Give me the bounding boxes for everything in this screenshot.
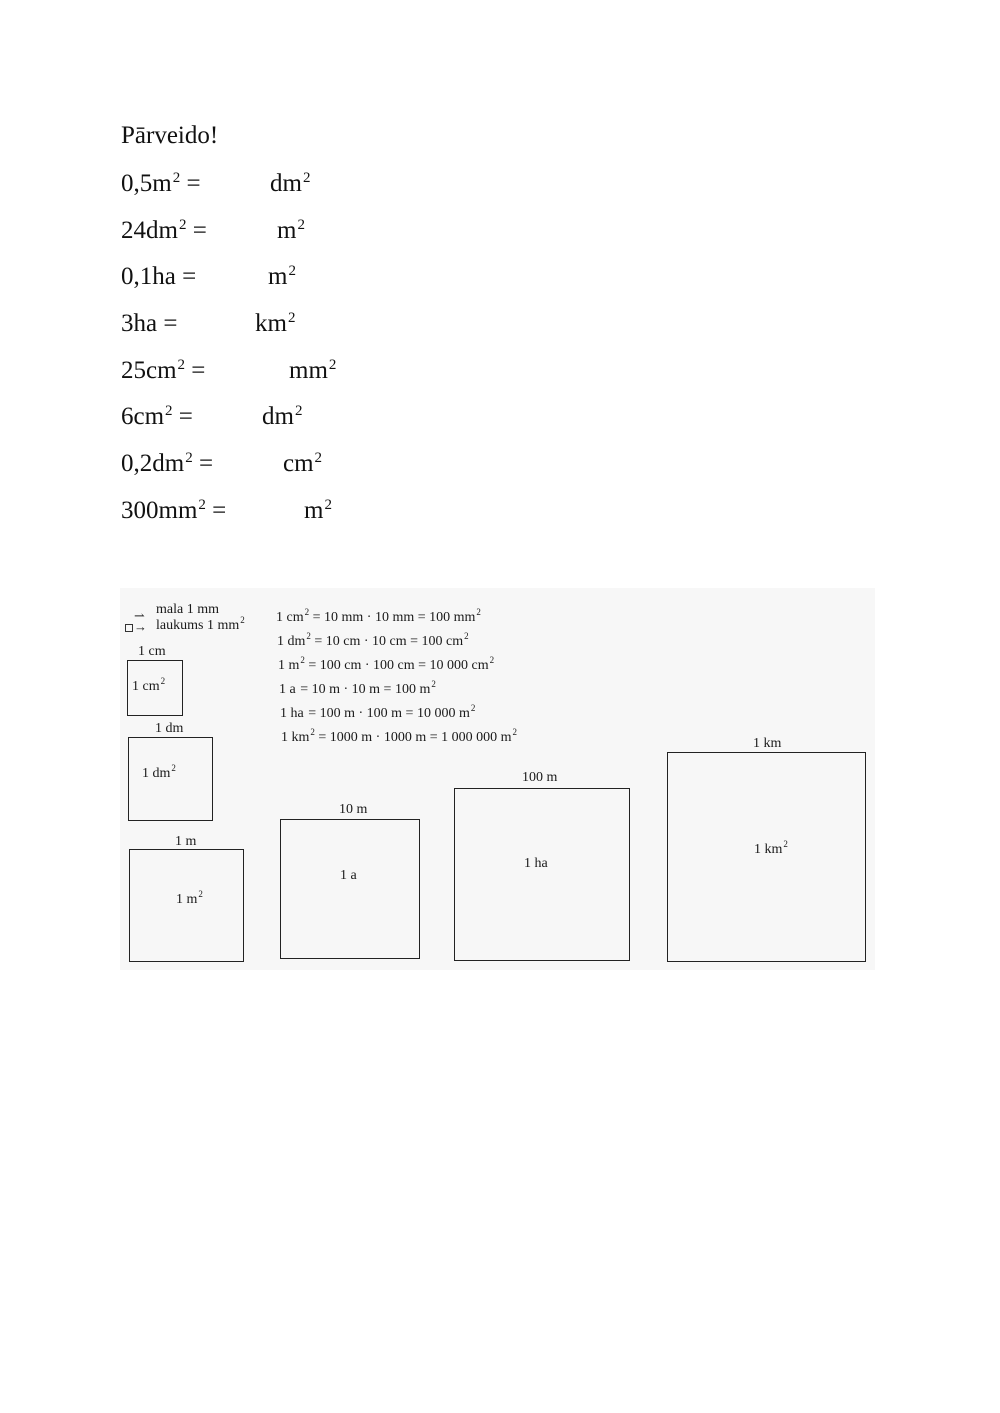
area-label-are: 1 a (340, 868, 357, 883)
worksheet-title: Pārveido! (121, 122, 219, 149)
square-are (280, 819, 420, 959)
formula-ha: 1 ha = 100 m · 100 m = 10 000 $m^2$ (280, 703, 476, 721)
formula-m2: 1 $m^2 = 100$ cm · 100 cm = 10 000 $cm^2$ (278, 655, 495, 673)
exercise-right-unit: $dm^2$ (270, 170, 311, 197)
side-label-100m: 100 m (522, 770, 558, 785)
exercise-right-unit: $m^2$ (304, 497, 332, 524)
exercise-left: $0,2dm^2$ = (121, 450, 214, 477)
formula-a: 1 a = 10 m · 10 m = 100 $m^2$ (279, 679, 436, 697)
arrow-icon: → (134, 619, 147, 634)
exercise-right-unit: $mm^2$ (289, 357, 337, 384)
exercise-right-unit: $km^2$ (255, 310, 296, 337)
exercise-right-unit: $cm^2$ (283, 450, 323, 477)
exercise-left: 0,1ha = (121, 263, 197, 290)
side-label-cm: 1 cm (138, 644, 166, 659)
exercise-right-unit: $m^2$ (277, 217, 305, 244)
area-label-km: 1 $km^2$ (754, 839, 788, 857)
exercise-left: $300mm^2$ = (121, 497, 227, 524)
exercise-left: 3ha = (121, 310, 178, 337)
exercise-right-unit: $dm^2$ (262, 403, 303, 430)
side-label-km: 1 km (753, 736, 782, 751)
side-label-m: 1 m (175, 834, 197, 849)
exercise-left: $6cm^2$ = (121, 403, 193, 430)
area-label-dm: 1 $dm^2$ (142, 763, 176, 781)
area-label-cm: 1 $cm^2$ (132, 676, 166, 694)
exercise-right-unit: $m^2$ (268, 263, 296, 290)
side-label-10m: 10 m (339, 802, 368, 817)
side-label-dm: 1 dm (155, 721, 184, 736)
legend-side: mala 1 mm (156, 602, 219, 617)
formula-dm2: 1 $dm^2 = 10$ cm · 10 cm = 100 $cm^2$ (277, 631, 469, 649)
formula-cm2: 1 $cm^2 = 10$ mm · 10 mm = 100 $mm^2$ (276, 607, 481, 625)
square-hectare (454, 788, 630, 961)
area-label-m: 1 $m^2$ (176, 889, 203, 907)
legend-area: laukums 1 $mm^2$ (156, 615, 245, 633)
exercise-left: $24dm^2$ = (121, 217, 207, 244)
formula-km2: 1 $km^2 = 1000$ m · 1000 m = 1 000 000 $m^2$ (281, 727, 518, 745)
area-units-figure (120, 588, 875, 970)
area-label-hectare: 1 ha (524, 856, 548, 871)
exercise-left: $0,5m^2$ = (121, 170, 201, 197)
arrow-icon: ⇀ (134, 608, 145, 623)
mm-square-icon (125, 624, 133, 632)
exercise-left: $25cm^2$ = (121, 357, 206, 384)
